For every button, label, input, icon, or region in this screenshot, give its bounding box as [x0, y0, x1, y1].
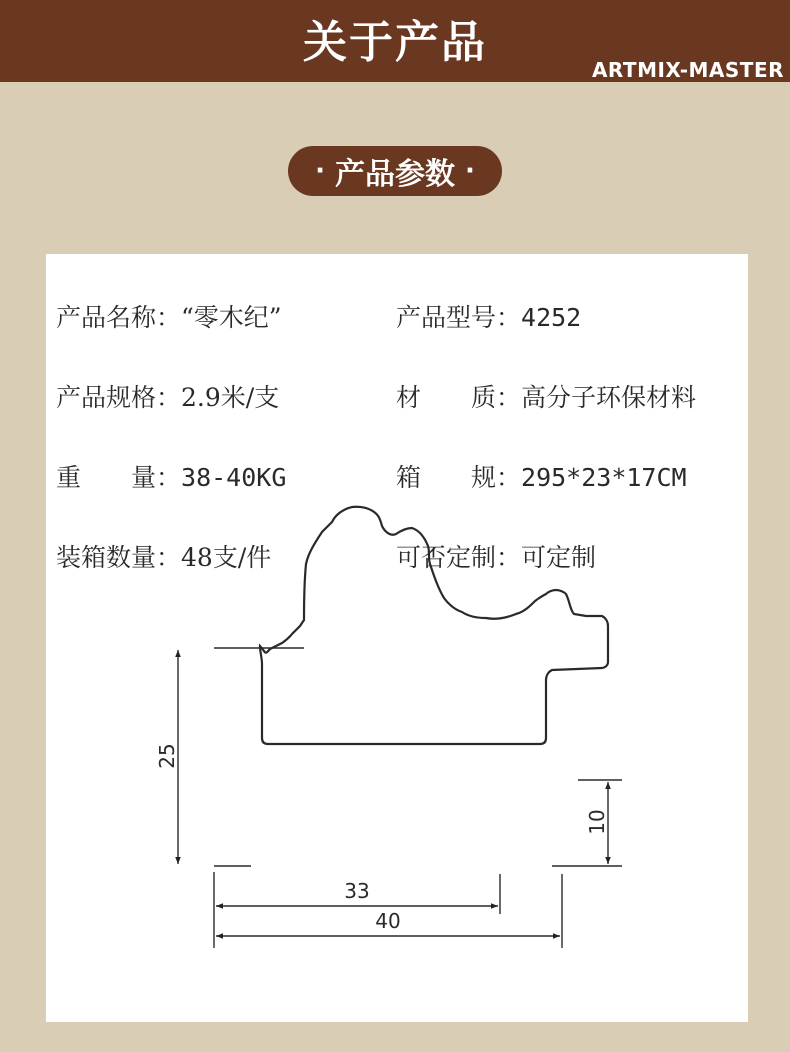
dot-right: ·	[465, 156, 475, 186]
page-title: 关于产品	[303, 17, 487, 68]
profile-drawing	[46, 254, 748, 1022]
spec-value: “零木纪”	[181, 303, 282, 332]
brand-name: ARTMIX-MASTER	[591, 58, 784, 82]
dim-label-width-inner: 33	[344, 879, 370, 903]
header-bar	[0, 0, 790, 82]
spec-panel	[46, 254, 748, 1022]
spec-value: 4252	[521, 303, 582, 332]
profile-outline	[260, 507, 608, 744]
spec-label: 材 质：	[396, 383, 522, 412]
spec-label: 产品规格：	[56, 383, 182, 412]
spec-label: 可否定制：	[396, 543, 522, 572]
spec-value: 可定制	[521, 543, 597, 572]
spec-label: 产品名称：	[56, 303, 182, 332]
section-title: 产品参数	[335, 157, 455, 192]
spec-label: 重 量：	[56, 463, 182, 492]
dim-label-height-total: 25	[155, 743, 179, 769]
spec-value: 2.9米/支	[181, 383, 280, 412]
section-badge	[288, 146, 502, 196]
spec-value: 38-40KG	[181, 463, 287, 492]
spec-label: 装箱数量：	[56, 543, 182, 572]
dim-label-width-total: 40	[375, 909, 401, 933]
dim-label-height-step: 10	[585, 809, 609, 835]
spec-label: 箱 规：	[396, 463, 522, 492]
spec-value: 高分子环保材料	[521, 383, 697, 412]
dot-left: ·	[315, 156, 325, 186]
spec-value: 48支/件	[181, 543, 272, 572]
spec-value: 295*23*17CM	[521, 463, 687, 492]
spec-label: 产品型号：	[396, 303, 522, 332]
